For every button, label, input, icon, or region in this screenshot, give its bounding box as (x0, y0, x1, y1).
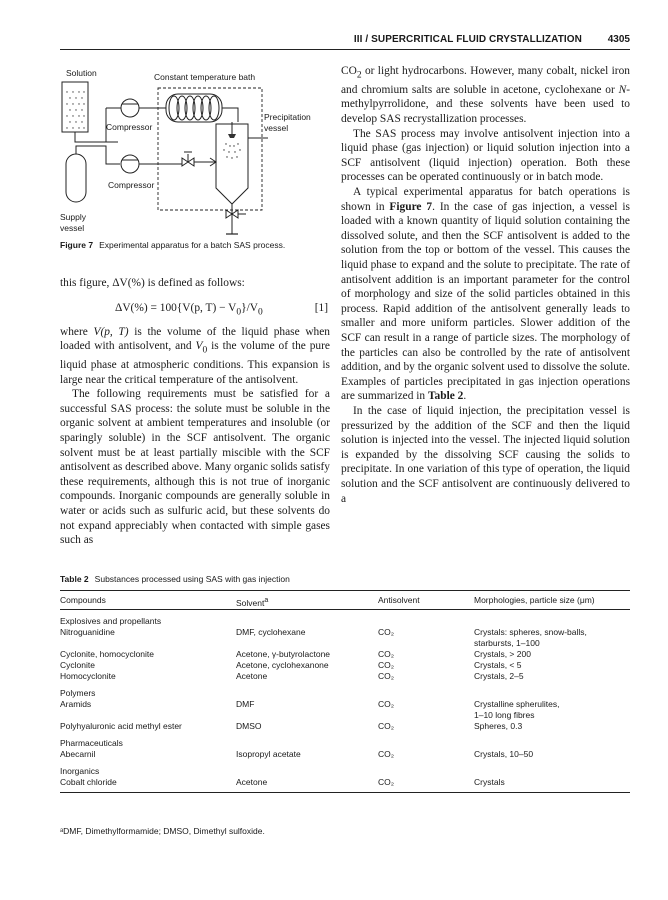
table-2-reference[interactable]: Table 2 (427, 390, 464, 403)
equation-number: [1] (314, 301, 328, 314)
table-row (60, 649, 630, 660)
table-footnote: ᵃDMF, Dimethylformamide; DMSO, Dimethyl sulfoxide. (60, 826, 265, 836)
label-compressor-top: Compressor (106, 122, 153, 132)
equation-1 (60, 291, 330, 325)
cell-solvent: Acetone, cyclohexanone (236, 660, 329, 670)
header-antisolvent: Antisolvent (378, 595, 420, 605)
cell-morphology: Crystals, > 200 (474, 649, 531, 659)
cell-solvent: DMSO (236, 721, 262, 731)
table-body (60, 610, 630, 788)
table-row-continuation (60, 710, 630, 721)
page-number: 4305 (607, 34, 630, 45)
cell-morphology: Crystals, < 5 (474, 660, 522, 670)
table-group-heading (60, 738, 630, 749)
solution-reservoir (62, 82, 88, 132)
cell-antisolvent: CO₂ (378, 627, 395, 637)
table-row (60, 777, 630, 788)
cell-compound: Polyhyaluronic acid methyl ester (60, 721, 182, 731)
cell-morphology: Spheres, 0.3 (474, 721, 523, 731)
table-group-name: Polymers (60, 688, 96, 698)
figure-caption-label: Figure 7 (60, 240, 94, 250)
cell-solvent: Isopropyl acetate (236, 749, 301, 759)
table-group-heading (60, 688, 630, 699)
header-rule (60, 49, 630, 50)
table-caption-label: Table 2 (60, 574, 89, 584)
top-compressor-pump (121, 99, 139, 117)
cell-solvent: Acetone, γ-butyrolactone (236, 649, 331, 659)
cell-solvent: DMF, cyclohexane (236, 627, 306, 637)
left-paragraph-3: The following requirements must be satisfied for a successful SAS process: the solute must be soluble in the organic solvent at ambient temperatures and insoluble (or sparingly soluble) in the SCF antisolvent. The organic solvent must be at least partially miscible with the SCF antisolvent as described above. Many organic solids satisfy these requirements, although this is not true of inorganic compounds. Inorganic compounds are generally soluble in water or acids such as sulfuric acid, but these solvents do not expand appreciably when contacted with simple gases such as (60, 388, 330, 547)
figure-caption (60, 240, 340, 250)
table-row (60, 721, 630, 732)
temperature-bath (158, 88, 262, 210)
right-paragraph-2: The SAS process may involve antisolvent injection into a liquid phase (gas injection) or liquid solution injection into a SCF antisolvent (liquid injection) operation. Both these processes can be operated continuously or in batch mode. (341, 127, 630, 184)
cell-antisolvent: CO₂ (378, 777, 395, 787)
table-row (60, 671, 630, 682)
cell-morphology: Crystals, 10–50 (474, 749, 534, 759)
cell-compound: Cobalt chloride (60, 777, 117, 787)
right-column (341, 64, 630, 506)
cell-morphology-cont: starbursts, 1–100 (474, 638, 540, 648)
cell-morphology-cont: 1–10 long fibres (474, 710, 535, 720)
left-column (60, 276, 330, 548)
table-row (60, 627, 630, 638)
table-row-continuation (60, 638, 630, 649)
header-compounds: Compounds (60, 595, 106, 605)
label-precip-2: vessel (264, 123, 289, 133)
equation-body: ΔV(%) = 100{V(p, $T) - V_0\}/V_0$ (115, 301, 263, 317)
left-paragraph-1: this figure, ΔV(%) is defined as follows: (60, 277, 245, 289)
cell-antisolvent: CO₂ (378, 749, 395, 759)
cell-morphology: Crystalline spherulites, (474, 699, 560, 709)
label-supply-1: Supply (60, 212, 86, 222)
label-precip-1: Precipitation (264, 112, 311, 122)
table-group-name: Explosives and propellants (60, 616, 162, 626)
right-paragraph-1: $CO_2$ or light hydrocarbons. However, many cobalt, nickel iron and chromium salts are soluble in acetone, cyclohexane or N-methylpyrrolidone, and these solvents have been used to develop SAS recrystallization processes. (341, 65, 630, 126)
table-bottom-rule (60, 792, 630, 793)
table-row (60, 660, 630, 671)
cell-antisolvent: CO₂ (378, 699, 395, 709)
supply-vessel (66, 154, 86, 202)
spray-nozzle (223, 134, 240, 159)
figure-7-reference[interactable]: Figure 7 (389, 200, 433, 213)
table-caption-text: Substances processed using SAS with gas injection (94, 574, 290, 584)
header-morphologies: Morphologies, particle size (μm) (474, 595, 595, 605)
cell-antisolvent: CO₂ (378, 721, 395, 731)
table-caption (60, 574, 290, 584)
cell-solvent: Acetone (236, 671, 268, 681)
header-solvent: Solvent$^a$ (236, 596, 269, 608)
table-group-heading (60, 766, 630, 777)
label-bath: Constant temperature bath (154, 72, 256, 82)
heating-coil (166, 94, 222, 122)
cell-morphology: Crystals (474, 777, 505, 787)
cell-compound: Cyclonite (60, 660, 95, 670)
apparatus-diagram (58, 58, 328, 244)
running-head-title: III / SUPERCRITICAL FLUID CRYSTALLIZATION (353, 34, 582, 45)
cell-antisolvent: CO₂ (378, 649, 395, 659)
figure-7-apparatus (58, 58, 328, 244)
table-row (60, 749, 630, 760)
table-group-heading (60, 616, 630, 627)
cell-compound: Cyclonite, homocyclonite (60, 649, 155, 659)
cell-solvent: Acetone (236, 777, 268, 787)
label-solution: Solution (66, 68, 97, 78)
cell-morphology: Crystals, 2–5 (474, 671, 524, 681)
cell-compound: Aramids (60, 699, 92, 709)
left-paragraph-2: where V(p, T) is the volume of the liquid phase when loaded with antisolvent, and $V_0$ is the volume of the pure liquid phase at atmospheric conditions. This expansion is large near the critical temperature of the antisolvent. (60, 325, 330, 386)
right-paragraph-4: In the case of liquid injection, the precipitation vessel is pressurized by the addition of the SCF and then the liquid solution is injected into the vessel. The injected liquid solution is expanded by the dissolving SCF causing the solids to precipitate. In one variation of this type of operation, the liquid solution and the SCF antisolvent are continuously delivered to a (341, 404, 630, 505)
label-compressor-bottom: Compressor (108, 180, 155, 190)
solution-line (75, 132, 118, 142)
label-supply-2: vessel (60, 223, 85, 233)
cell-compound: Abecarnil (60, 749, 96, 759)
table-group-name: Pharmaceuticals (60, 738, 123, 748)
solution-liquid-dots (66, 91, 84, 128)
cell-solvent: DMF (236, 699, 255, 709)
table-group-name: Inorganics (60, 766, 100, 776)
cell-antisolvent: CO₂ (378, 671, 395, 681)
table-row (60, 699, 630, 710)
right-paragraph-3: A typical experimental apparatus for batch operations is shown in Figure 7. In the case of gas injection, a vessel is loaded with a known quantity of liquid solution containing the dissolved solute, and then the SCF antisolvent is added to the solution from the top or bottom of the vessel. This causes the liquid phase to expand and the solute to precipitate. The rate of antisolvent addition is an important parameter for the control of morphology and size of the solid particles obtained in this process. Rapid addition of the antisolvent generally leads to smaller and more uniform particles. Slower addition of the SCF can result in a range of particle sizes. The morphology of the particles can also be controlled by the rate of antisolvent addition, and by the organic solvent used to dissolve the solute. Examples of particles precipitated in gas injection operations are summarized in Table 2. (341, 186, 630, 403)
cell-compound: Homocyclonite (60, 671, 116, 681)
figure-caption-text: Experimental apparatus for a batch SAS process. (99, 240, 286, 250)
table-header-row (60, 591, 630, 609)
cell-morphology: Crystals: spheres, snow-balls, (474, 627, 587, 637)
cell-antisolvent: CO₂ (378, 660, 395, 670)
table-2 (60, 590, 630, 793)
bottom-compressor-pump (121, 155, 139, 173)
running-head (300, 34, 630, 48)
cell-compound: Nitroguanidine (60, 627, 115, 637)
